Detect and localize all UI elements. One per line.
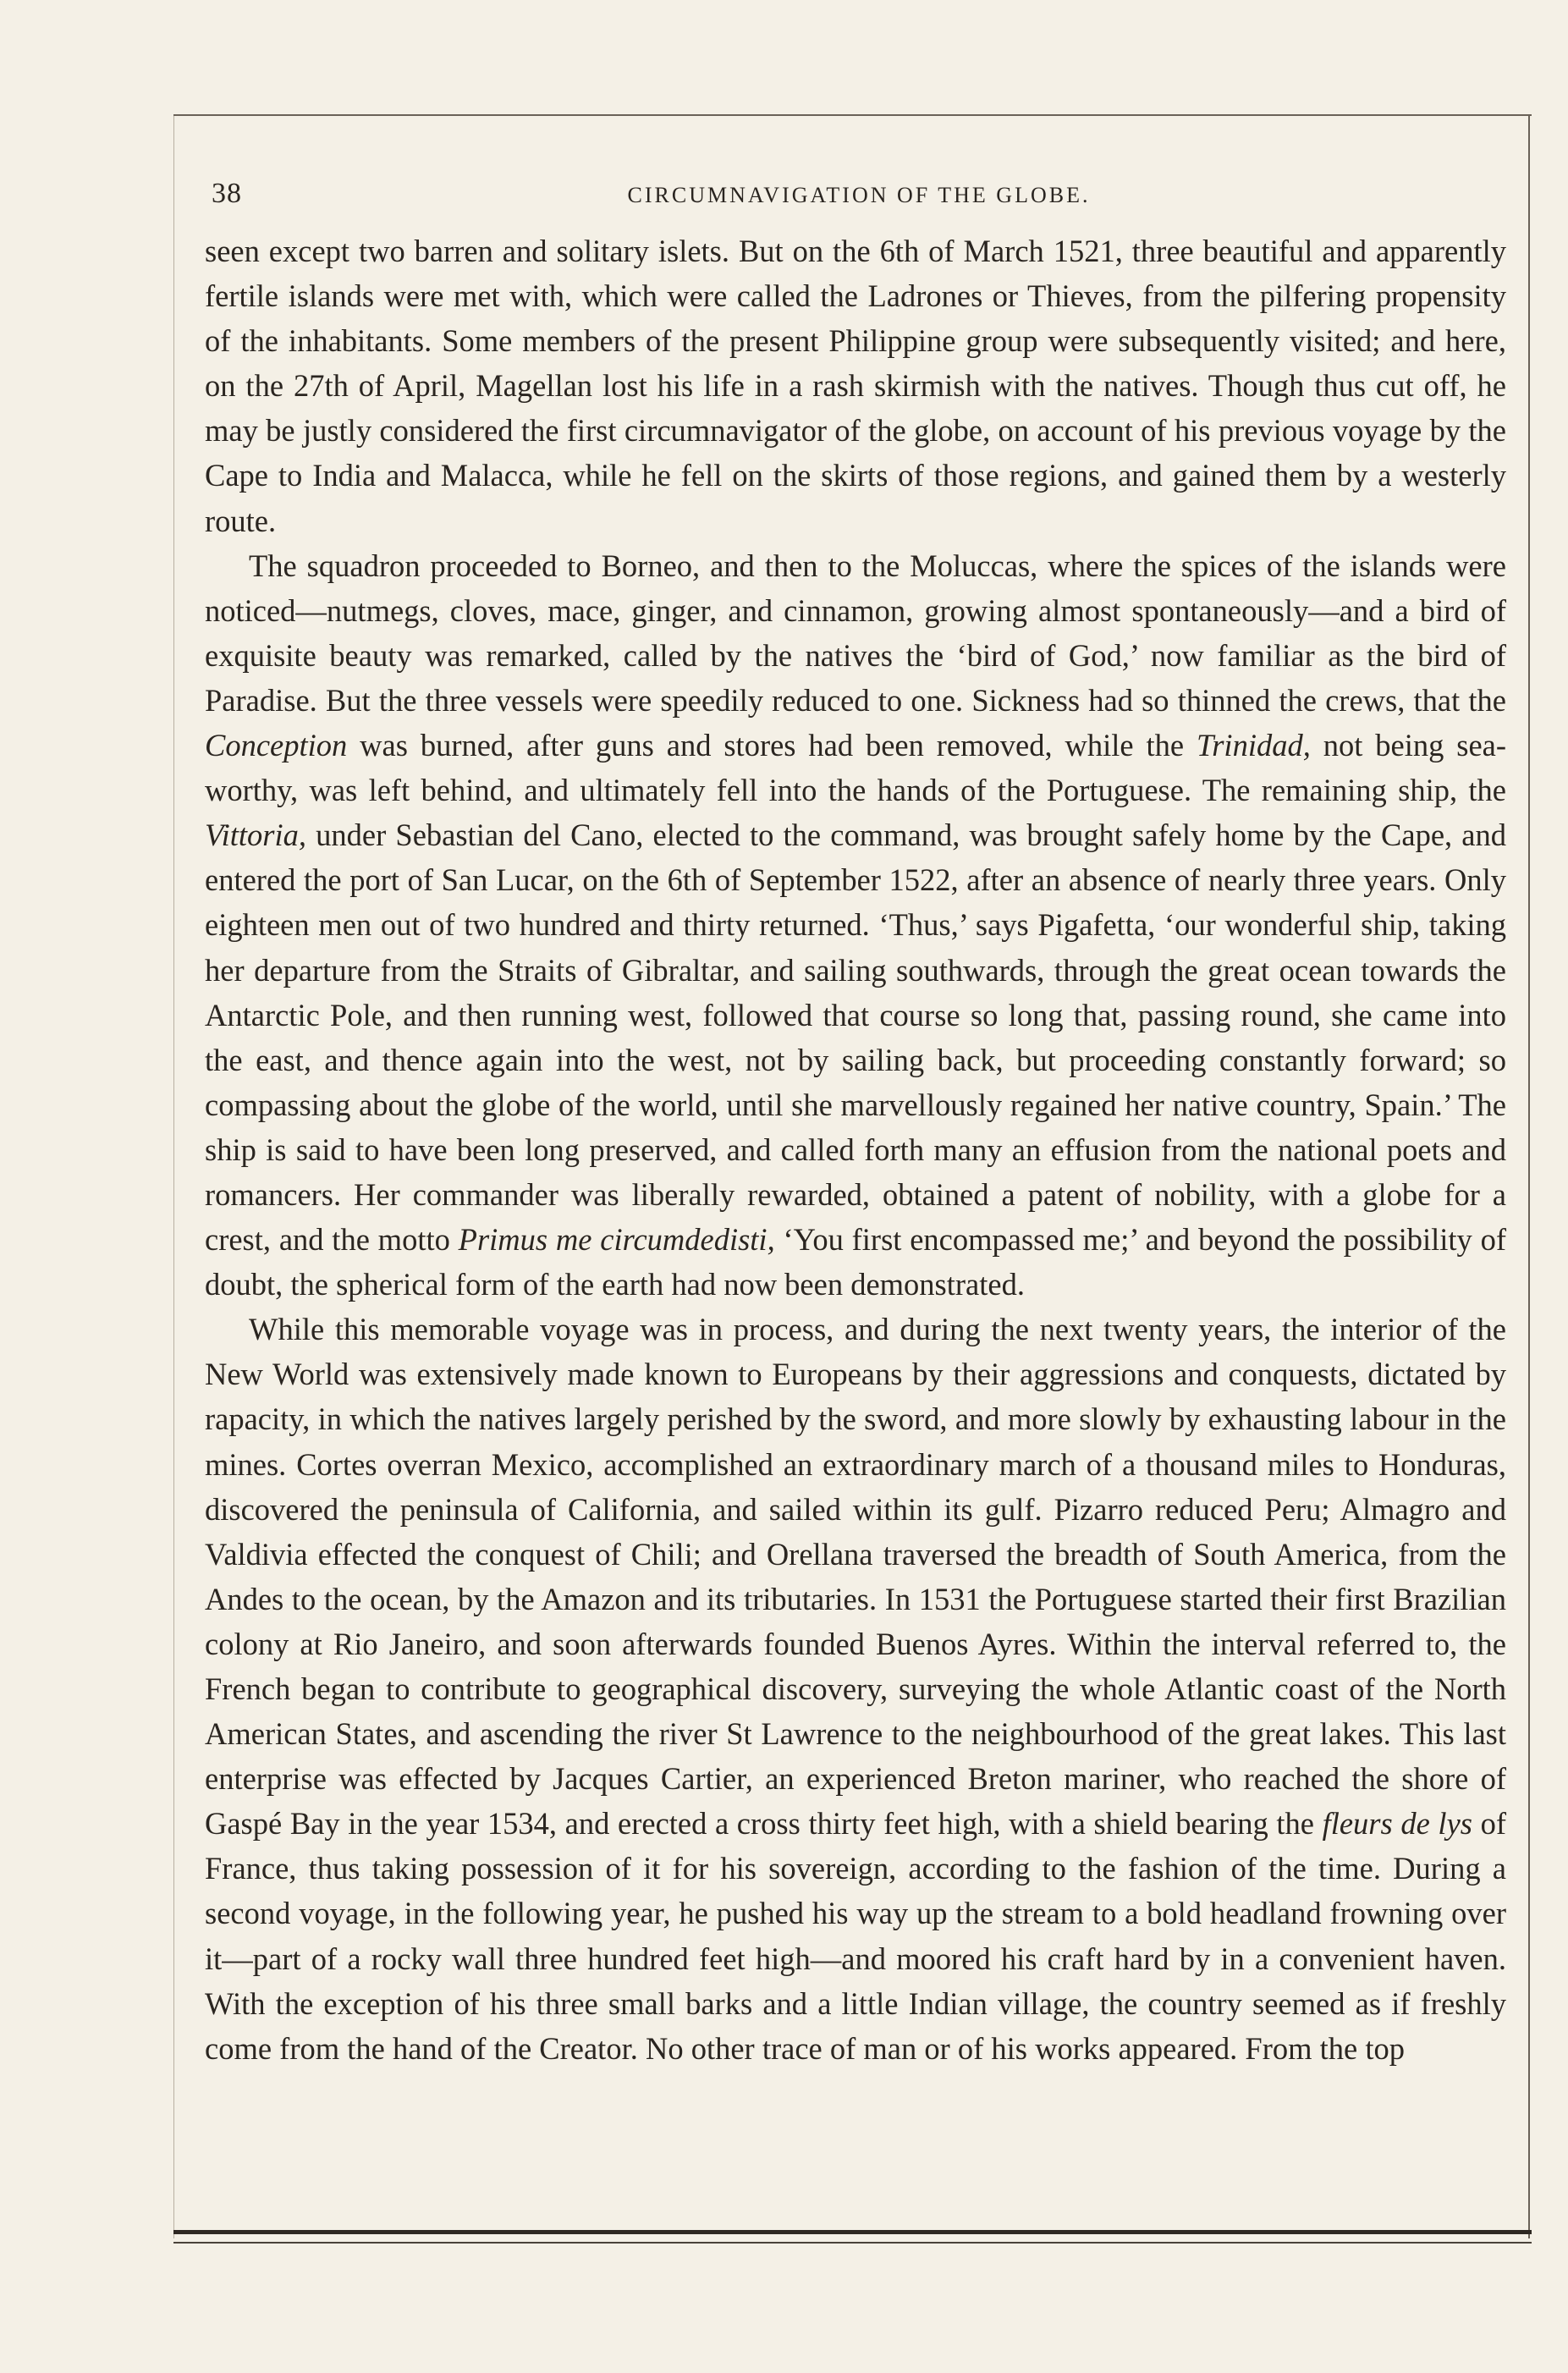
ship-name-trinidad: Trinidad, (1196, 728, 1311, 763)
paragraph-2 (205, 543, 1506, 1308)
running-title: CIRCUMNAVIGATION OF THE GLOBE. (627, 183, 1091, 207)
body-text (205, 228, 1506, 2071)
page-right-border (1528, 114, 1530, 2238)
paragraph-2-text-b: was burned, after guns and stores had been removed, while the (347, 728, 1197, 763)
paragraph-3-text-a: While this memorable voyage was in process, and during the next twenty years, the interior of the New World was extensively made known to Europeans by their aggressions and conquests, dictated by rapacity, in which the natives largely perished by the sword, and more slowly by exhausting labour in the mines. Cortes overran Mexico, accomplished an extraordinary march of a thousand miles to Honduras, discovered the peninsula of California, and sailed within its gulf. Pizarro reduced Peru; Almagro and Valdivia effected the conquest of Chili; and Orellana traversed the breadth of South America, from the Andes to the ocean, by the Amazon and its tributaries. In 1531 the Portuguese started their first Brazilian colony at Rio Janeiro, and soon afterwards founded Buenos Ayres. Within the interval referred to, the French began to contribute to geographical discovery, surveying the whole Atlantic coast of the North American States, and ascending the river St Lawrence to the neighbourhood of the great lakes. This last enterprise was effected by Jacques Cartier, an experienced Breton mariner, who reached the shore of Gaspé Bay in the year 1534, and erected a cross thirty feet high, with a shield bearing the (205, 1312, 1506, 1842)
paragraph-3 (205, 1307, 1506, 2071)
ship-name-conception: Conception (205, 728, 348, 763)
page-number: 38 (212, 178, 242, 209)
page-left-border (173, 114, 174, 2238)
page-header (212, 178, 1506, 220)
paragraph-2-text-c: not being sea-worthy, was left behind, and ultimately fell into the hands of the Portuguese. The remaining ship, the (205, 728, 1506, 808)
paragraph-2-text-d: under Sebastian del Cano, elected to the command, was brought safely home by the Cape, and entered the port of San Lucar, on the 6th of September 1522, after an absence of nearly three years. Only eighteen men out of two hundred and thirty returned. ‘Thus,’ says Pigafetta, ‘our wonderful ship, taking her departure from the Straits of Gibraltar, and sailing southwards, through the great ocean towards the Antarctic Pole, and then running west, followed that course so long that, passing round, she came into the east, and thence again into the west, not by sailing back, but proceeding constantly forward; so compassing about the globe of the world, until she marvellously regained her native country, Spain.’ The ship is said to have been long preserved, and called forth many an effusion from the national poets and romancers. Her commander was liberally rewarded, obtained a patent of nobility, with a globe for a crest, and the motto (205, 818, 1506, 1258)
paragraph-1 (205, 228, 1506, 543)
page-top-border (173, 114, 1532, 116)
paragraph-2-text-e: ‘You first encompassed me;’ and beyond the possibility of doubt, the spherical form of the earth had now been demonstrated. (205, 1222, 1506, 1302)
ship-name-vittoria: Vittoria, (205, 818, 306, 853)
motto-latin: Primus me circumdedisti, (458, 1222, 775, 1258)
bottom-rule-thick (173, 2230, 1532, 2234)
fleurs-de-lys: fleurs de lys (1322, 1806, 1472, 1842)
paragraph-3-text-b: of France, thus taking possession of it for his sovereign, according to the fashion of the time. During a second voyage, in the following year, he pushed his way up the stream to a bold headland frowning over it—part of a rocky wall three hundred feet high—and moored his craft hard by in a convenient haven. With the exception of his three small barks and a little Indian village, the country seemed as if freshly come from the hand of the Creator. No other trace of man or of his works appeared. From the top (205, 1806, 1507, 2066)
page-bottom-border (173, 2230, 1532, 2255)
paragraph-2-text-a: The squadron proceeded to Borneo, and then to the Moluccas, where the spices of the islands were noticed—nutmegs, cloves, mace, ginger, and cinnamon, growing almost spontaneously—and a bird of exquisite beauty was remarked, called by the natives the ‘bird of God,’ now familiar as the bird of Paradise. But the three vessels were speedily reduced to one. Sickness had so thinned the crews, that the (205, 548, 1506, 718)
bottom-rule-thin (173, 2242, 1532, 2244)
paragraph-1-text: seen except two barren and solitary islets. But on the 6th of March 1521, three beautiful and apparently fertile islands were met with, which were called the Ladrones or Thieves, from the pilfering propensity of the inhabitants. Some members of the present Philippine group were subsequently visited; and here, on the 27th of April, Magellan lost his life in a rash skirmish with the natives. Though thus cut off, he may be justly considered the first circumnavigator of the globe, on account of his previous voyage by the Cape to India and Malacca, while he fell on the skirts of those regions, and gained them by a westerly route. (205, 234, 1506, 538)
